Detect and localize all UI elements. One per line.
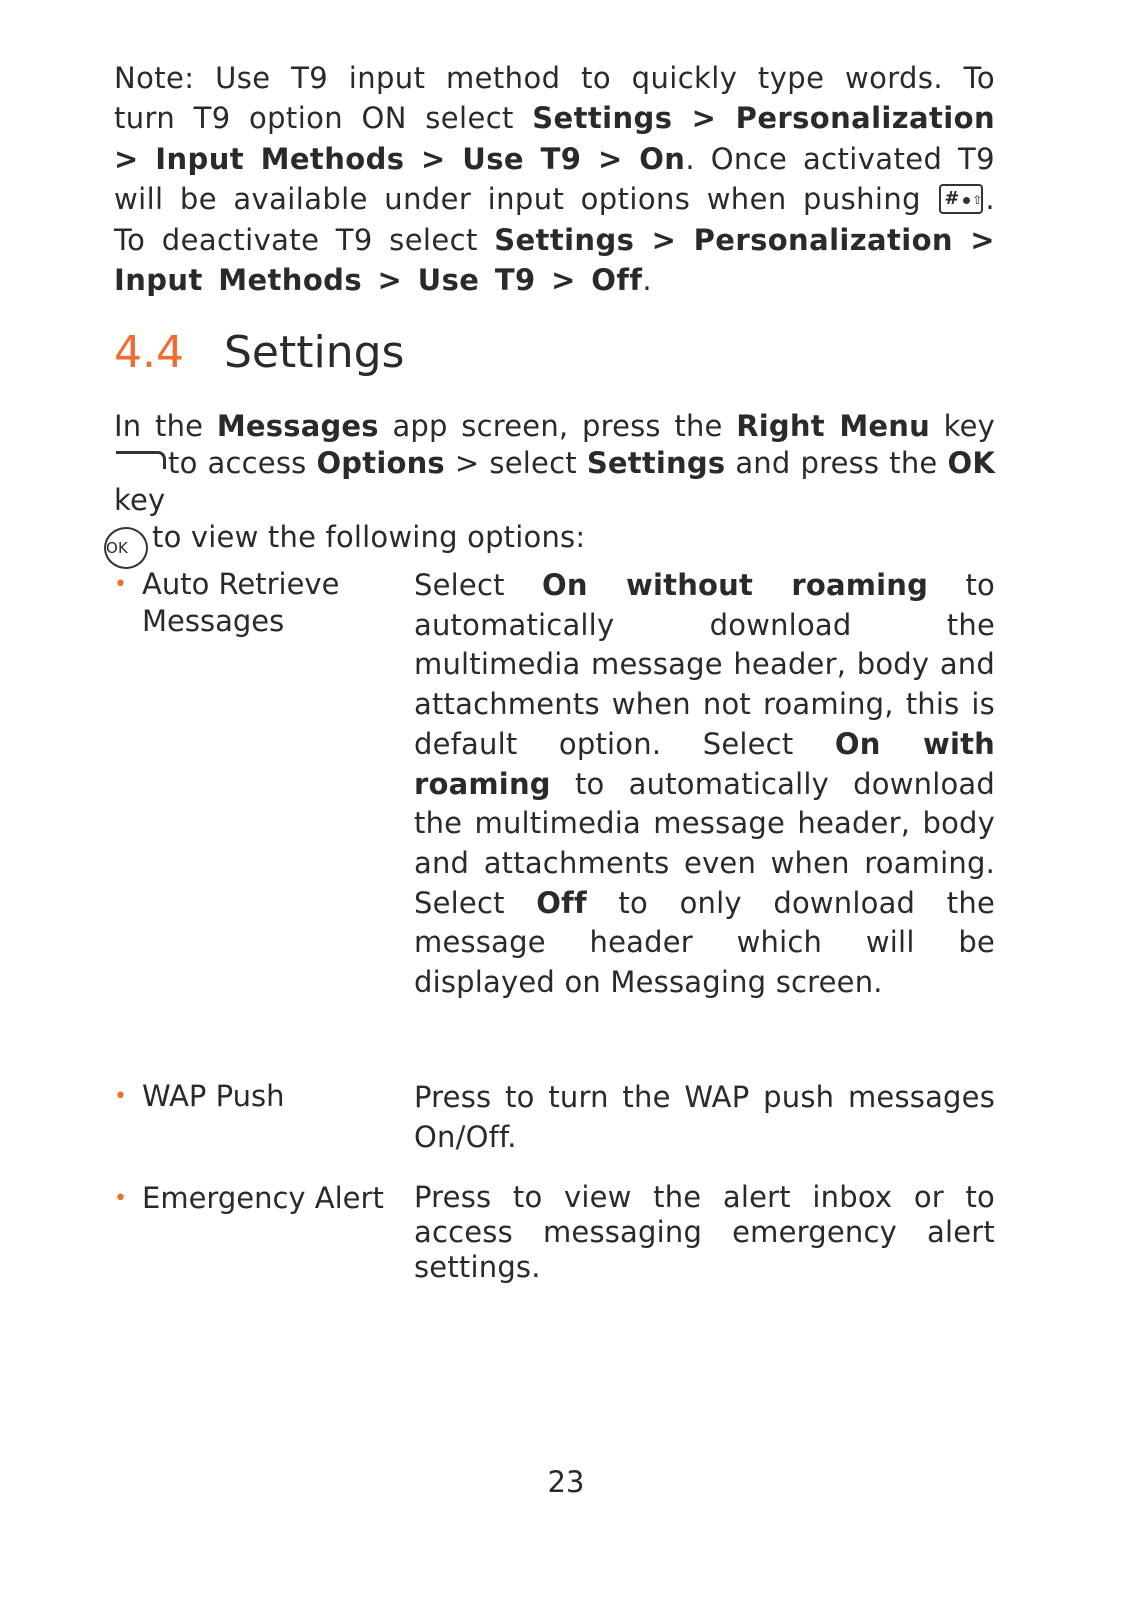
desc-text-2: to automatically download the multimedia message header, body and attachments when not roaming, this is default option. Select xyxy=(414,568,995,761)
section-heading xyxy=(114,323,404,383)
intro-text-3: key xyxy=(929,409,995,443)
note-text-2: . Once activated T9 will be available under input options when pushing xyxy=(114,141,995,217)
section-title: Settings xyxy=(224,327,405,378)
note-path-off: Settings > Personalization > Input Methods > Use T9 > Off xyxy=(114,222,995,298)
ok-key-icon: OK xyxy=(104,527,148,569)
note-text-4: . xyxy=(642,263,653,298)
option-label-text: Emergency Alert xyxy=(142,1181,384,1215)
note-text-3: . To deactivate T9 select xyxy=(114,182,995,257)
desc-text-4: to only download the message header which will be displayed on Messaging screen. xyxy=(414,885,995,1000)
option-label-text: Auto Retrieve Messages xyxy=(142,567,340,638)
intro-right-menu: Right Menu xyxy=(736,409,930,443)
right-menu-key-icon xyxy=(116,451,166,469)
intro-text-4: to access xyxy=(168,446,317,480)
option-description: Press to view the alert inbox or to access messaging emergency alert settings. xyxy=(414,1180,995,1284)
intro-options: Options xyxy=(316,446,445,480)
intro-text-8: to view the following options: xyxy=(152,520,586,554)
intro-text-2: app screen, press the xyxy=(378,409,737,443)
desc-on-with-roaming: On with roaming xyxy=(414,726,995,801)
intro-text-1: In the xyxy=(114,409,217,443)
page-number: 23 xyxy=(547,1465,585,1499)
intro-settings: Settings xyxy=(586,446,726,480)
intro-ok: OK xyxy=(947,446,995,480)
desc-on-without-roaming: On without roaming xyxy=(542,568,929,602)
note-text-1: Note: Use T9 input method to quickly type words. To turn T9 option ON select xyxy=(114,61,995,136)
bullet-icon: • xyxy=(114,1186,127,1211)
option-label-text: WAP Push xyxy=(142,1079,285,1113)
intro-messages: Messages xyxy=(216,409,379,443)
desc-text-3: to automatically download the multimedia message header, body and attachments even when roaming. Select xyxy=(414,766,995,920)
intro-text-6: and press the xyxy=(725,446,948,480)
desc-off: Off xyxy=(536,885,587,920)
bullet-icon: • xyxy=(114,1084,127,1109)
intro-text-5: > select xyxy=(444,446,587,480)
intro-text-7: key xyxy=(114,483,166,517)
settings-intro xyxy=(106,408,995,569)
section-number: 4.4 xyxy=(114,327,184,378)
option-description: Press to turn the WAP push messages On/Off. xyxy=(414,1080,995,1154)
desc-text-1: Select xyxy=(414,568,543,602)
bullet-icon: • xyxy=(114,572,127,597)
hash-key-icon: # ⇧ xyxy=(939,184,983,214)
note-path-on: Settings > Personalization > Input Methods > Use T9 > On xyxy=(114,101,995,176)
t9-note xyxy=(114,58,995,300)
option-description xyxy=(414,566,995,1003)
